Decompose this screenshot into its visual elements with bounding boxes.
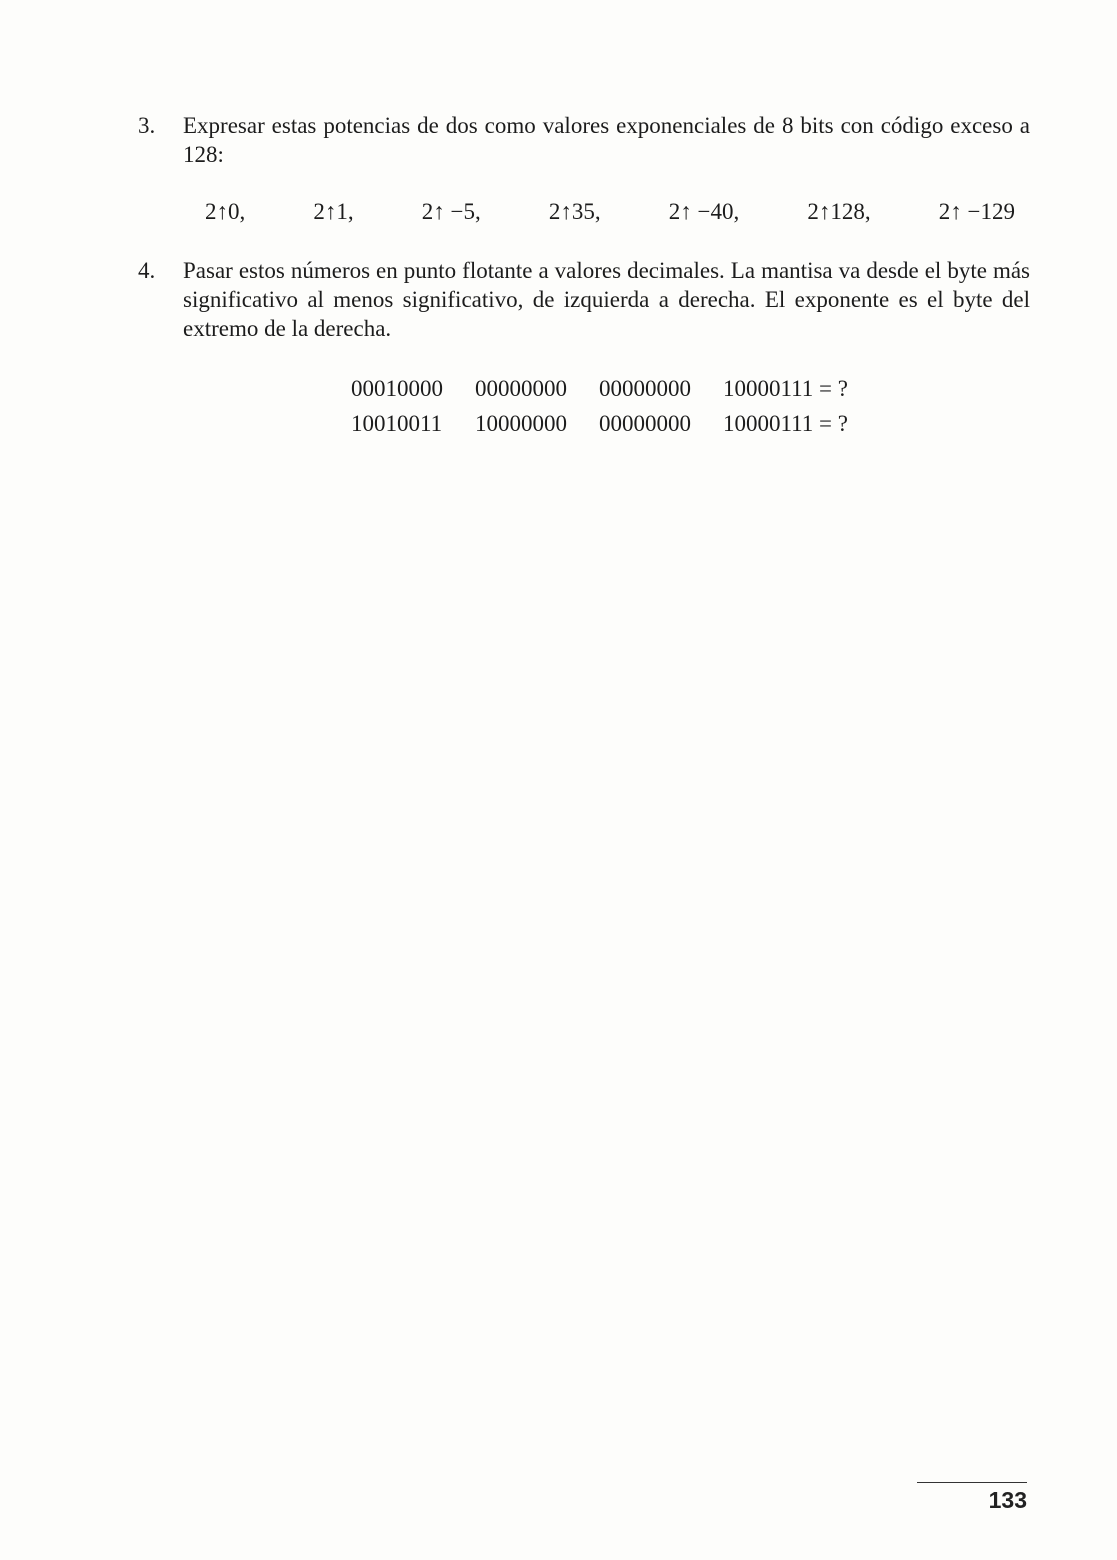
power-expression: 2↑ −5, [421, 199, 481, 224]
byte: 00010000 [351, 376, 443, 401]
exercise-text: Expresar estas potencias de dos como valores exponenciales de 8 bits con código exceso a 128: [183, 113, 1030, 167]
byte: 00000000 [475, 376, 567, 401]
page-number-rule [917, 1482, 1027, 1483]
power-expression: 2↑0, [205, 199, 246, 224]
binary-row [351, 406, 848, 441]
byte: 10000111 [723, 376, 814, 401]
byte: 10010011 [351, 411, 443, 436]
equals-question: = ? [813, 411, 848, 436]
exercise-4 [138, 256, 1030, 343]
page-number: 133 [988, 1487, 1027, 1513]
equals-question: = ? [813, 376, 848, 401]
byte: 00000000 [599, 411, 691, 436]
power-expression: 2↑35, [548, 199, 601, 224]
exercise-number: 4. [138, 258, 156, 283]
powers-list [205, 197, 1015, 226]
binary-numbers [351, 371, 848, 441]
power-expression: 2↑ −129 [938, 199, 1015, 224]
exercise-3 [138, 111, 1030, 169]
exercise-text: Pasar estos números en punto flotante a valores decimales. La mantisa va desde el byte más significativo al menos significativo, de izquierda a derecha. El exponente es el byte del extremo de la derecha. [183, 258, 1030, 341]
byte: 10000111 [723, 411, 814, 436]
exercise-number: 3. [138, 113, 156, 138]
binary-row [351, 371, 848, 406]
byte: 00000000 [599, 376, 691, 401]
power-expression: 2↑128, [807, 199, 871, 224]
byte: 10000000 [475, 411, 567, 436]
power-expression: 2↑1, [313, 199, 354, 224]
power-expression: 2↑ −40, [668, 199, 740, 224]
